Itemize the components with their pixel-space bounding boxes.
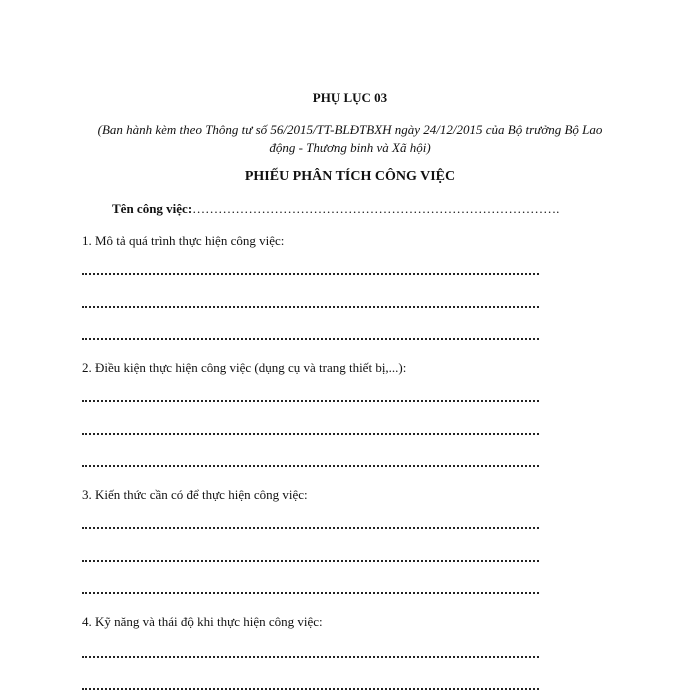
section-1-fill-line	[82, 273, 539, 275]
section-2-fill-line	[82, 400, 539, 402]
form-title: PHIẾU PHÂN TÍCH CÔNG VIỆC	[244, 169, 456, 184]
issued-note-line-2: động - Thương binh và Xã hội)	[269, 140, 431, 155]
job-name-blank: ………………………………………………………………………….	[192, 201, 560, 216]
section-3-heading: 3. Kiến thức cần có để thực hiện công việc:	[82, 487, 308, 502]
section-2-fill-line	[82, 465, 539, 467]
job-name-field	[112, 201, 559, 217]
appendix-title: PHỤ LỤC 03	[312, 90, 388, 105]
section-1-fill-line	[82, 338, 539, 340]
section-3-fill-line	[82, 527, 539, 529]
issued-note	[0, 121, 700, 157]
section-4-heading: 4. Kỹ năng và thái độ khi thực hiện công việc:	[82, 614, 323, 629]
section-4-fill-line	[82, 688, 539, 690]
section-2-fill-line	[82, 433, 539, 435]
section-3-fill-line	[82, 560, 539, 562]
issued-note-line-1: (Ban hành kèm theo Thông tư số 56/2015/TT-BLĐTBXH ngày 24/12/2015 của Bộ trưởng Bộ Lao	[97, 122, 603, 137]
section-4-fill-line	[82, 656, 539, 658]
section-2-heading: 2. Điều kiện thực hiện công việc (dụng cụ và trang thiết bị,...):	[82, 360, 407, 375]
section-1-heading: 1. Mô tả quá trình thực hiện công việc:	[82, 233, 285, 248]
section-1-fill-line	[82, 306, 539, 308]
section-3-fill-line	[82, 592, 539, 594]
job-name-label: Tên công việc:	[112, 201, 193, 216]
